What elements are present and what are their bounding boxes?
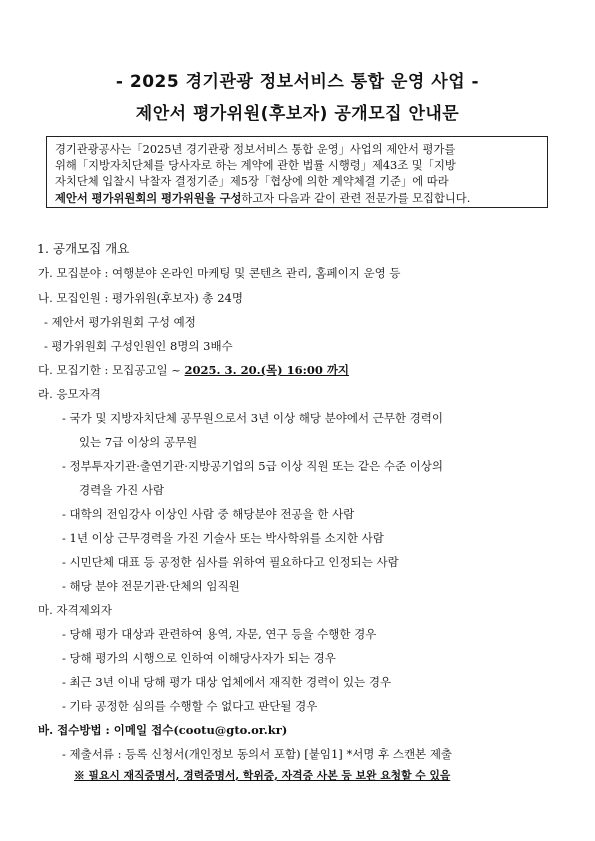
qualification-item: - 대학의 전임강사 이상인 사람 중 해당분야 전공을 한 사람 (62, 507, 355, 521)
item-na-count: 나. 모집인원 : 평가위원(후보자) 총 24명 (38, 291, 243, 305)
qualification-item: - 정부투자기관·출연기관·지방공기업의 5급 이상 직원 또는 같은 수준 이상의 (62, 459, 444, 473)
qualification-item: - 시민단체 대표 등 공정한 심사를 위하여 필요하다고 인정되는 사람 (62, 555, 399, 569)
intro-line-4 (55, 190, 539, 207)
document-title-line1: - 2025 경기관광 정보서비스 통합 운영 사업 - (115, 72, 480, 92)
exclusion-item: - 기타 공정한 심의를 수행할 수 없다고 판단될 경우 (62, 699, 318, 713)
intro-line-2: 위해「지방자치단체를 당사자로 하는 계약에 관한 법률 시행령」제43조 및「지방 (55, 159, 456, 172)
intro-box (46, 136, 548, 208)
exclusion-item: - 당해 평가 대상과 관련하여 용역, 자문, 연구 등을 수행한 경우 (62, 627, 377, 641)
section-heading: 1. 공개모집 개요 (37, 241, 130, 256)
submission-note: ※ 필요시 재직증명서, 경력증명서, 학위증, 자격증 사본 등 보완 요청할 수 있음 (74, 769, 451, 782)
item-ba-submission: 바. 접수방법 : 이메일 접수(cootu@gto.or.kr) (38, 723, 288, 737)
qualification-item-cont: 있는 7급 이상의 공무원 (79, 435, 198, 449)
item-na-sub-1: - 제안서 평가위원회 구성 예정 (44, 315, 196, 329)
qualification-item: - 국가 및 지방자치단체 공무원으로서 3년 이상 해당 분야에서 근무한 경력이 (62, 411, 444, 425)
qualification-item-cont: 경력을 가진 사람 (79, 483, 165, 497)
submission-documents: - 제출서류 : 등록 신청서(개인정보 동의서 포함) [붙임1] *서명 후 스캔본 제출 (62, 747, 453, 761)
item-ga-field: 가. 모집분야 : 여행분야 온라인 마케팅 및 콘텐츠 관리, 홈페이지 운영 등 (38, 266, 401, 280)
exclusion-item: - 최근 3년 이내 당해 평가 대상 업체에서 재직한 경력이 있는 경우 (62, 675, 392, 689)
intro-line-3: 자치단체 입찰시 낙찰자 결정기준」제5장「협상에 의한 계약체결 기준」에 따라 (55, 175, 449, 188)
intro-line-4-rest: 하고자 다음과 같이 관련 전문가를 모집합니다. (241, 192, 471, 205)
qualification-item: - 1년 이상 근무경력을 가진 기술사 또는 박사학위를 소지한 사람 (62, 531, 384, 545)
item-na-sub-2: - 평가위원회 구성인원인 8명의 3배수 (44, 339, 233, 353)
exclusion-item: - 당해 평가의 시행으로 인하여 이해당사자가 되는 경우 (62, 651, 336, 665)
item-da-deadline (38, 363, 349, 377)
item-ra-heading: 라. 응모자격 (38, 387, 101, 401)
qualification-item: - 해당 분야 전문기관·단체의 임직원 (62, 579, 240, 593)
deadline-date: 2025. 3. 20.(목) 16:00 까지 (184, 363, 350, 377)
item-ma-heading: 마. 자격제외자 (38, 603, 112, 617)
item-da-prefix: 다. 모집기한 : 모집공고일 ~ (38, 363, 185, 377)
intro-emphasis: 제안서 평가위원회의 평가위원을 구성 (55, 191, 242, 205)
intro-line-1: 경기관광공사는「2025년 경기관광 정보서비스 통합 운영」사업의 제안서 평가를 (55, 143, 456, 156)
document-title-line2: 제안서 평가위원(후보자) 공개모집 안내문 (135, 104, 460, 124)
